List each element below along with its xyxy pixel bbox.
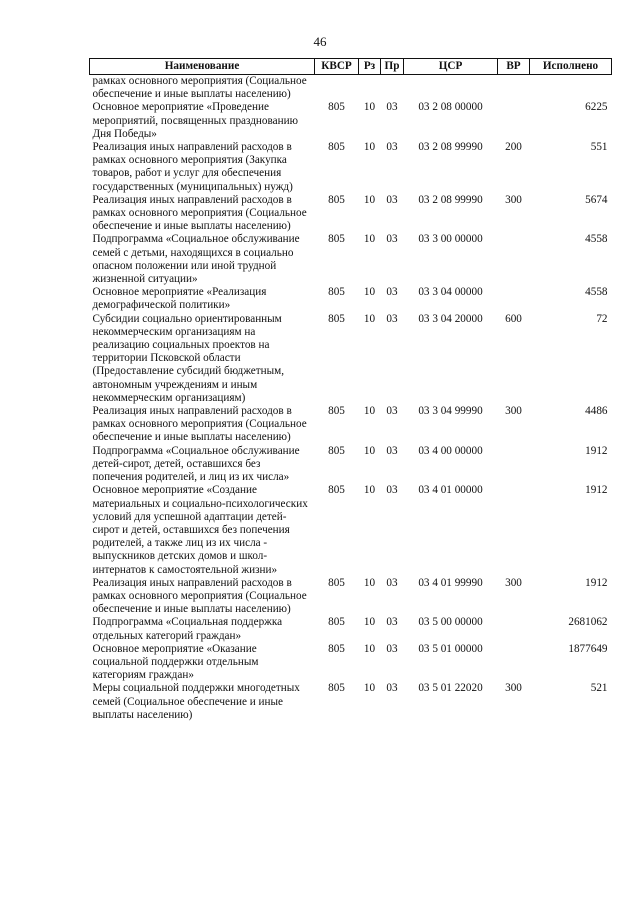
row-vr-cell bbox=[498, 616, 530, 642]
row-amount-cell: 1912 bbox=[585, 576, 608, 589]
table-row bbox=[90, 286, 612, 312]
row-kvsr-cell: 805 bbox=[328, 484, 345, 497]
row-vr-cell bbox=[498, 75, 530, 102]
row-kvsr-cell: 805 bbox=[328, 233, 345, 246]
row-amount-cell: 6225 bbox=[585, 101, 608, 114]
row-pr-cell: 03 bbox=[386, 101, 398, 114]
row-kvsr-cell bbox=[315, 75, 359, 102]
row-rz-cell: 10 bbox=[363, 616, 376, 629]
row-amount-cell: 1912 bbox=[585, 444, 608, 457]
row-csr-cell: 03 5 01 22020 bbox=[418, 682, 483, 695]
table-row bbox=[90, 484, 612, 576]
row-vr-cell: 200 bbox=[505, 141, 522, 154]
row-pr-cell: 03 bbox=[386, 141, 398, 154]
row-pr-cell: 03 bbox=[386, 444, 398, 457]
row-rz-cell: 10 bbox=[363, 642, 376, 655]
row-rz-cell: 10 bbox=[363, 101, 376, 114]
table-row bbox=[90, 616, 612, 642]
row-csr-cell: 03 3 00 00000 bbox=[418, 233, 483, 246]
row-pr-cell: 03 bbox=[386, 616, 398, 629]
row-vr-cell bbox=[498, 445, 530, 485]
table-row bbox=[90, 643, 612, 683]
row-kvsr-cell: 805 bbox=[328, 193, 345, 206]
column-header-csr: ЦСР bbox=[404, 59, 498, 75]
row-rz-cell: 10 bbox=[363, 233, 376, 246]
column-header-name: Наименование bbox=[90, 59, 315, 75]
row-kvsr-cell: 805 bbox=[328, 444, 345, 457]
row-pr-cell: 03 bbox=[386, 312, 398, 325]
table-row bbox=[90, 101, 612, 141]
column-header-kvsr: КВСР bbox=[315, 59, 359, 75]
row-csr-cell: 03 3 04 00000 bbox=[418, 286, 483, 299]
column-header-amount: Исполнено bbox=[530, 59, 612, 75]
row-name-cell: Подпрограмма «Социальная поддержка отдельных категорий граждан» bbox=[92, 616, 283, 642]
row-vr-cell: 300 bbox=[505, 682, 522, 695]
row-vr-cell bbox=[498, 233, 530, 286]
row-name-cell: Меры социальной поддержки многодетных семей (Социальное обеспечение и иные выплаты населению) bbox=[92, 682, 300, 721]
row-kvsr-cell: 805 bbox=[328, 141, 345, 154]
row-kvsr-cell: 805 bbox=[328, 642, 345, 655]
row-rz-cell: 10 bbox=[363, 484, 376, 497]
column-header-vr: ВР bbox=[498, 59, 530, 75]
row-kvsr-cell: 805 bbox=[328, 312, 345, 325]
budget-table bbox=[89, 58, 612, 722]
row-vr-cell: 300 bbox=[505, 576, 522, 589]
table-row bbox=[90, 75, 612, 102]
row-rz-cell: 10 bbox=[363, 444, 376, 457]
row-amount-cell: 551 bbox=[590, 141, 608, 154]
row-rz-cell: 10 bbox=[363, 576, 376, 589]
row-csr-cell: 03 3 04 99990 bbox=[418, 405, 483, 418]
row-kvsr-cell: 805 bbox=[328, 286, 345, 299]
table-row bbox=[90, 313, 612, 405]
row-pr-cell: 03 bbox=[386, 193, 398, 206]
table-body bbox=[90, 75, 612, 722]
row-pr-cell: 03 bbox=[386, 484, 398, 497]
row-rz-cell: 10 bbox=[363, 682, 376, 695]
row-name-cell: Субсидии социально ориентированным некоммерческим организациям на реализацию социальных проектов на территории Псковской области (Предоставление субсидий бюджетным, автономным учреждениям и иным некоммерческим организациям) bbox=[92, 312, 285, 404]
row-name-cell: Подпрограмма «Социальное обслуживание семей с детьми, находящихся в социально опасном положении или иной трудной жизненной ситуации» bbox=[92, 233, 300, 286]
row-name-cell: рамках основного мероприятия (Социальное обеспечение и иные выплаты населению) bbox=[92, 75, 307, 101]
table-row bbox=[90, 141, 612, 194]
row-pr-cell: 03 bbox=[386, 405, 398, 418]
row-vr-cell: 600 bbox=[505, 312, 522, 325]
row-csr-cell: 03 3 04 20000 bbox=[418, 312, 483, 325]
row-amount-cell: 4558 bbox=[585, 233, 608, 246]
row-vr-cell: 300 bbox=[505, 405, 522, 418]
row-kvsr-cell: 805 bbox=[328, 682, 345, 695]
row-name-cell: Подпрограмма «Социальное обслуживание детей-сирот, детей, оставшихся без попечения родителей, и лиц из их числа» bbox=[92, 444, 300, 484]
row-name-cell: Основное мероприятие «Проведение мероприятий, посвященных празднованию Дня Победы» bbox=[92, 101, 298, 140]
table-row bbox=[90, 405, 612, 445]
row-rz-cell: 10 bbox=[363, 405, 376, 418]
row-amount-cell: 4558 bbox=[585, 286, 608, 299]
table-header-row bbox=[90, 59, 612, 75]
row-name-cell: Основное мероприятие «Реализация демографической политики» bbox=[92, 286, 267, 312]
row-name-cell: Основное мероприятие «Создание материальных и социально-психологических условий для успешной адаптации детей-сирот и детей, оставшихся без попечения родителей, а также лиц из их числа - выпускников детских домов и школ-интернатов к самостоятельной жизни» bbox=[92, 484, 308, 576]
row-name-cell: Реализация иных направлений расходов в рамках основного мероприятия (Социальное обеспечение и иные выплаты населению) bbox=[92, 576, 307, 616]
row-vr-cell bbox=[498, 286, 530, 312]
row-vr-cell bbox=[498, 643, 530, 683]
page-number: 46 bbox=[313, 34, 327, 49]
row-vr-cell bbox=[498, 101, 530, 141]
row-amount-cell: 4486 bbox=[585, 405, 608, 418]
row-csr-cell: 03 2 08 99990 bbox=[418, 141, 483, 154]
row-kvsr-cell: 805 bbox=[328, 576, 345, 589]
row-rz-cell: 10 bbox=[363, 286, 376, 299]
row-kvsr-cell: 805 bbox=[328, 405, 345, 418]
row-pr-cell bbox=[381, 75, 404, 102]
row-csr-cell: 03 5 00 00000 bbox=[418, 616, 483, 629]
row-csr-cell: 03 5 01 00000 bbox=[418, 642, 483, 655]
row-pr-cell: 03 bbox=[386, 286, 398, 299]
column-header-rz: Рз bbox=[359, 59, 381, 75]
row-amount-cell: 5674 bbox=[585, 193, 608, 206]
table-row bbox=[90, 682, 612, 722]
row-csr-cell: 03 4 01 00000 bbox=[418, 484, 483, 497]
table-row bbox=[90, 445, 612, 485]
row-amount-cell: 1877649 bbox=[568, 642, 608, 655]
column-header-pr: Пр bbox=[381, 59, 404, 75]
table-row bbox=[90, 194, 612, 234]
row-vr-cell bbox=[498, 484, 530, 576]
row-name-cell: Основное мероприятие «Оказание социальной поддержки отдельным категориям граждан» bbox=[92, 642, 259, 682]
row-name-cell: Реализация иных направлений расходов в рамках основного мероприятия (Закупка товаров, работ и услуг для обеспечения государственных (муниципальных) нужд) bbox=[92, 141, 293, 193]
row-pr-cell: 03 bbox=[386, 576, 398, 589]
row-pr-cell: 03 bbox=[386, 642, 398, 655]
row-csr-cell: 03 4 01 99990 bbox=[418, 576, 483, 589]
row-rz-cell: 10 bbox=[363, 141, 376, 154]
row-amount-cell: 1912 bbox=[585, 484, 608, 497]
row-vr-cell: 300 bbox=[505, 193, 522, 206]
row-csr-cell: 03 2 08 99990 bbox=[418, 193, 483, 206]
table-row bbox=[90, 233, 612, 286]
row-amount-cell: 2681062 bbox=[568, 616, 608, 629]
row-name-cell: Реализация иных направлений расходов в рамках основного мероприятия (Социальное обеспечение и иные выплаты населению) bbox=[92, 193, 307, 233]
row-csr-cell: 03 2 08 00000 bbox=[418, 101, 483, 114]
row-rz-cell: 10 bbox=[363, 193, 376, 206]
row-kvsr-cell: 805 bbox=[328, 101, 345, 114]
table-row bbox=[90, 577, 612, 617]
row-amount-cell: 521 bbox=[590, 682, 608, 695]
row-csr-cell bbox=[404, 75, 498, 102]
row-rz-cell bbox=[359, 75, 381, 102]
row-name-cell: Реализация иных направлений расходов в рамках основного мероприятия (Социальное обеспечение и иные выплаты населению) bbox=[92, 405, 307, 444]
row-kvsr-cell: 805 bbox=[328, 616, 345, 629]
row-amount-cell: 72 bbox=[596, 312, 608, 325]
row-rz-cell: 10 bbox=[363, 312, 376, 325]
row-pr-cell: 03 bbox=[386, 682, 398, 695]
row-amount-cell bbox=[530, 75, 612, 102]
row-csr-cell: 03 4 00 00000 bbox=[418, 444, 483, 457]
row-pr-cell: 03 bbox=[386, 233, 398, 246]
